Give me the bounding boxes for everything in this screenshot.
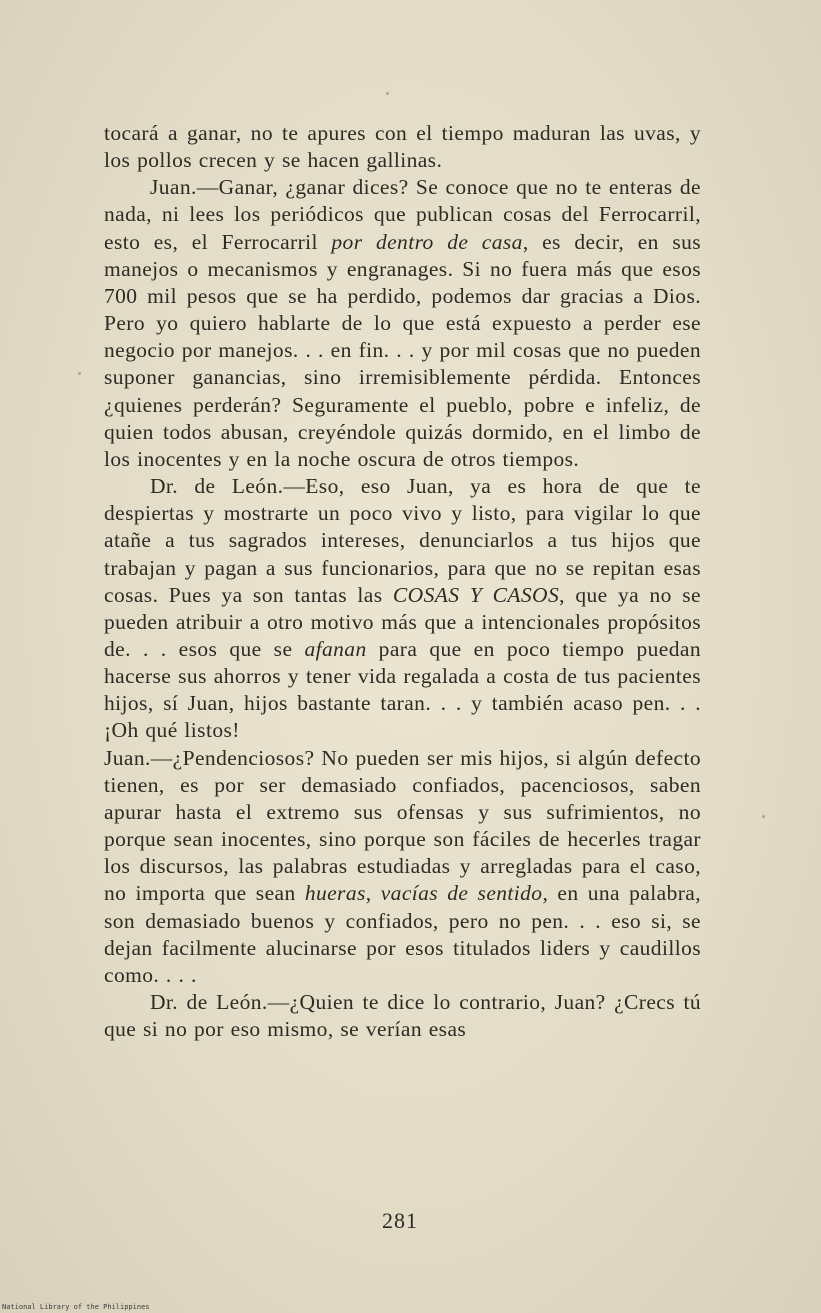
paragraph-1 — [104, 120, 701, 174]
italic-text-run: por dentro de casa — [331, 229, 523, 254]
text-run: , — [365, 881, 381, 906]
paper-speck — [386, 92, 389, 95]
italic-text-run: hueras — [304, 881, 366, 906]
text-run: Juan.—¿Pendenciosos? No pueden ser mis hijos, si algún defecto tienen, es por ser demasiado confiados, pacenciosos, saben apurar hasta el extremo sus ofensas y sus sufrimientos, no porque sean inocentes, sino porque son fáciles de hecerles tragar los discursos, las palabras estudiadas y arregladas para el caso, no importa que sean — [104, 745, 701, 906]
page-number: 281 — [382, 1208, 418, 1233]
text-run: , en una palabra, son demasiado buenos y confiados, pero no pen. . . eso si, se dejan facilmente alucinarse por esos titulados liders y caudillos como. . . . — [104, 881, 701, 987]
text-run: , es decir, en sus manejos o mecanismos y engranages. Si no fuera más que esos 700 mil pesos que se ha perdido, podemos dar gracias a Dios. Pero yo quiero hablarte de lo que está expuesto a perder ese negocio por manejos. . . en fin. . . y por mil cosas que no pueden suponer ganancias, sino irremisiblemente pérdida. Entonces ¿quienes perderán? Seguramente el pueblo, pobre e infeliz, de quien todos abusan, creyéndole quizás dormido, en el limbo de los inocentes y en la noche oscura de otros tiempos. — [104, 229, 701, 471]
paragraph-3 — [104, 473, 701, 745]
italic-text-run: vacías de sentido — [380, 881, 543, 906]
italic-text-run: afanan — [304, 636, 367, 661]
library-watermark: National Library of the Philippines — [2, 1303, 150, 1311]
italic-text-run: COSAS Y CASOS — [392, 582, 560, 607]
text-run: para que en poco tiempo puedan hacerse sus ahorros y tener vida regalada a costa de tus pacientes hijos, sí Juan, hijos bastante taran. . . y también acaso pen. . . ¡Oh qué listos! — [104, 636, 701, 743]
paragraph-2 — [104, 174, 701, 473]
text-run: Dr. de León.—Eso, eso Juan, ya es hora de que te despiertas y mostrarte un poco vivo y listo, para vigilar lo que atañe a tus sagrados intereses, denunciarlos a tus hijos que trabajan y pagan a sus funcionarios, para que no se repitan esas cosas. Pues ya son tantas las — [104, 474, 701, 607]
paper-speck — [78, 372, 81, 375]
paper-speck — [762, 815, 765, 818]
paragraph-5 — [104, 989, 701, 1043]
text-run: Dr. de León.—¿Quien te dice lo contrario, Juan? ¿Crecs tú que si no por eso mismo, se verían esas — [104, 990, 701, 1042]
page-body-text — [104, 120, 701, 1043]
text-run: tocará a ganar, no te apures con el tiempo maduran las uvas, y los pollos crecen y se hacen gallinas. — [104, 121, 701, 173]
paragraph-4 — [104, 745, 701, 989]
text-run: , que ya no se pueden atribuir a otro motivo más que a intencionales propósitos de. . . esos que se — [104, 582, 701, 661]
text-run: Juan.—Ganar, ¿ganar dices? Se conoce que no te enteras de nada, ni lees los periódicos que publican cosas del Ferrocarril, esto es, el Ferrocarril — [104, 175, 701, 254]
